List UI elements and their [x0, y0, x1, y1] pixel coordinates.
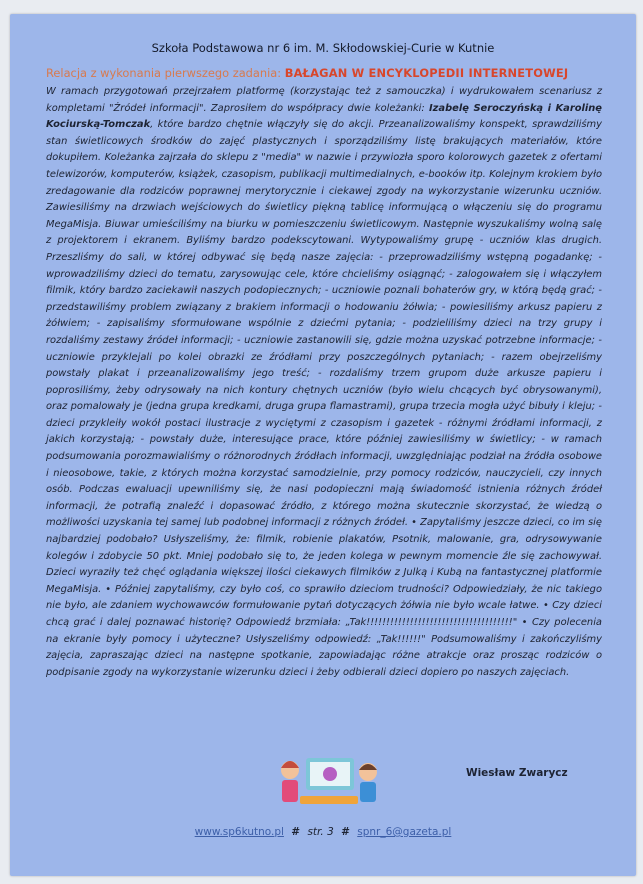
article-body-names: Izabelę Seroczyńską i Karolinę Kociurską-Tomczak — [46, 102, 602, 131]
article-body-intro: W ramach przygotowań przejrzałem platformę (korzystając też z samouczka) i wydrukowałem scenariusz z kompletami "Źródeł informacji". Zaprosiłem do współpracy dwie koleżanki: — [46, 86, 602, 114]
newsletter-page — [10, 14, 636, 876]
school-name-header: Szkoła Podstawowa nr 6 im. M. Skłodowskiej-Curie w Kutnie — [151, 41, 495, 55]
article-heading-lead: Relacja z wykonania pierwszego zadania: — [46, 66, 285, 80]
footer-separator: # — [291, 826, 301, 838]
article-body — [46, 84, 602, 681]
article-body-main: , które bardzo chętnie włączyły się do akcji. Przeanalizowaliśmy konspekt, sprawdziliśmy stan świetlicowych środków do zajęć plastycznych i sporządziliśmy listę brakujących materiałów, które dokupiłem. Koleżanka zajrzała do sklepu z "media" w nazwie i przywiozła sporo kolorowych gazetek z ofertami telewizorów, komputerów, książek, czasopism, publikacji multimedialnych, e-booków itp. Kolejnym krokiem było zredagowanie dla rodziców poprawnej merytorycznie i ciekawej zgody na wykorzystanie wizerunku uczniów. Zawiesiliśmy na drzwiach wejściowych do świetlicy piękną tablicę informującą o włączeniu się do programu MegaMisja. Biuwar umieściliśmy na biurku w pomieszczeniu świetlicowym. Następnie wyszukaliśmy wolną salę z projektorem i ekranem. Byliśmy bardzo podekscytowani. Wytypowaliśmy grupę - uczniów klas drugich. Przeszliśmy do sali, w której odbywać się będą nasze zajęcia: - przeprowadziliśmy wstępną pogadankę; - wprowadziliśmy dzieci do tematu, zarysowując cele, które chcieliśmy osiągnąć; - zalogowałem się i włączyłem filmik, który bardzo zaciekawił naszych podopiecznych; - uczniowie poznali bohaterów gry, w którą będą grać; - przedstawiliśmy problem związany z brakiem informacji o hodowaniu żółwia; - powiesiliśmy arkusz papieru z żółwiem; - zapisaliśmy sformułowane wspólnie z dziećmi pytania; - podzieliliśmy dzieci na trzy grupy i rozdaliśmy zestawy źródeł informacji; - uczniowie zastanowili się, gdzie można uzyskać potrzebne informacje; - uczniowie przyklejali po kolei obrazki ze źródłami przy poszczególnych pytaniach; - razem obejrzeliśmy powstały plakat i przeanalizowaliśmy jego treść; - rozdaliśmy trzem grupom duże arkusze papieru i poprosiliśmy, żeby odrysowały na nich kontury chętnych uczniów (było wielu chcących być obrysowanymi), oraz pomalowały je (jedna grupa kredkami, druga grupa flamastrami), grupa trzecia mogła użyć bibuły i kleju; - dzieci przykleiły wokół postaci ilustracje z wyciętymi z czasopism i gazetek - różnymi źródłami informacji, z jakich korzystają; - powstały duże, interesujące prace, które później zawiesiliśmy w świetlicy; - w ramach podsumowania porozmawialiśmy o różnorodnych źródłach informacji, uwzględniając podział na źródła osobowe i nieosobowe, takie, z których można korzystać samodzielnie, przy pomocy rodziców, nauczycieli, czy innych osób. Podczas ewaluacji upewniliśmy się, że nasi podopieczni mają świadomość istnienia różnych źródeł informacji, że potrafią znaleźć i dopasować źródło, z którego można skutecznie skorzystać, że wiedzą o możliwości uzyskania tej samej lub podobnej informacji z różnych źródeł. • Zapytaliśmy jeszcze dzieci, co im się najbardziej podobało? Usłyszeliśmy, że: filmik, robienie plakatów, Psotnik, malowanie, gra, odrysowywanie kolegów i zdobycie 50 pkt. Mniej podobało się to, że jeden kolega w pewnym momencie źle się zachowywał. Dzieci wyraziły też chęć oglądania większej ilości ciekawych filmików z Julką i Kubą na fantastycznej platformie MegaMisja. • Później zapytaliśmy, czy było coś, co sprawiło dzieciom trudności? Odpowiedziały, że nic takiego nie było, ale zdaniem wychowawców formułowanie pytań dotyczących żółwia nie było wcale łatwe. • Czy dzieci chcą grać i dalej poznawać historię? Odpowiedź brzmiała: „Tak!!!!!!!!!!!!!!!!!!!!!!!!!!!!!!!!!!!!!" • Czy polecenia na ekranie były pomocy i użyteczne? Usłyszeliśmy odpowiedź: „Tak!!!!!!" Podsumowaliśmy i zakończyliśmy zajęcia, zapraszając dzieci na następne spotkanie, zapowiadając różne atrakcje oraz prosząc rodziców o podpisanie zgody na wykorzystanie wizerunku dzieci i żeby odbierali dzieci dopiero po naszych zajęciach. — [46, 119, 602, 678]
author-signature: Wiesław Zwarycz — [466, 767, 568, 779]
classroom-illustration — [272, 752, 386, 808]
article-heading-topic: BAŁAGAN W ENCYKLOPEDII INTERNETOWEJ — [284, 66, 569, 80]
website-link[interactable]: www.sp6kutno.pl — [194, 826, 284, 838]
email-link[interactable]: spnr_6@gazeta.pl — [357, 826, 452, 838]
page-number: str. 3 — [307, 826, 334, 838]
page-footer — [10, 826, 636, 838]
article-heading — [46, 66, 606, 80]
footer-separator: # — [341, 826, 350, 838]
